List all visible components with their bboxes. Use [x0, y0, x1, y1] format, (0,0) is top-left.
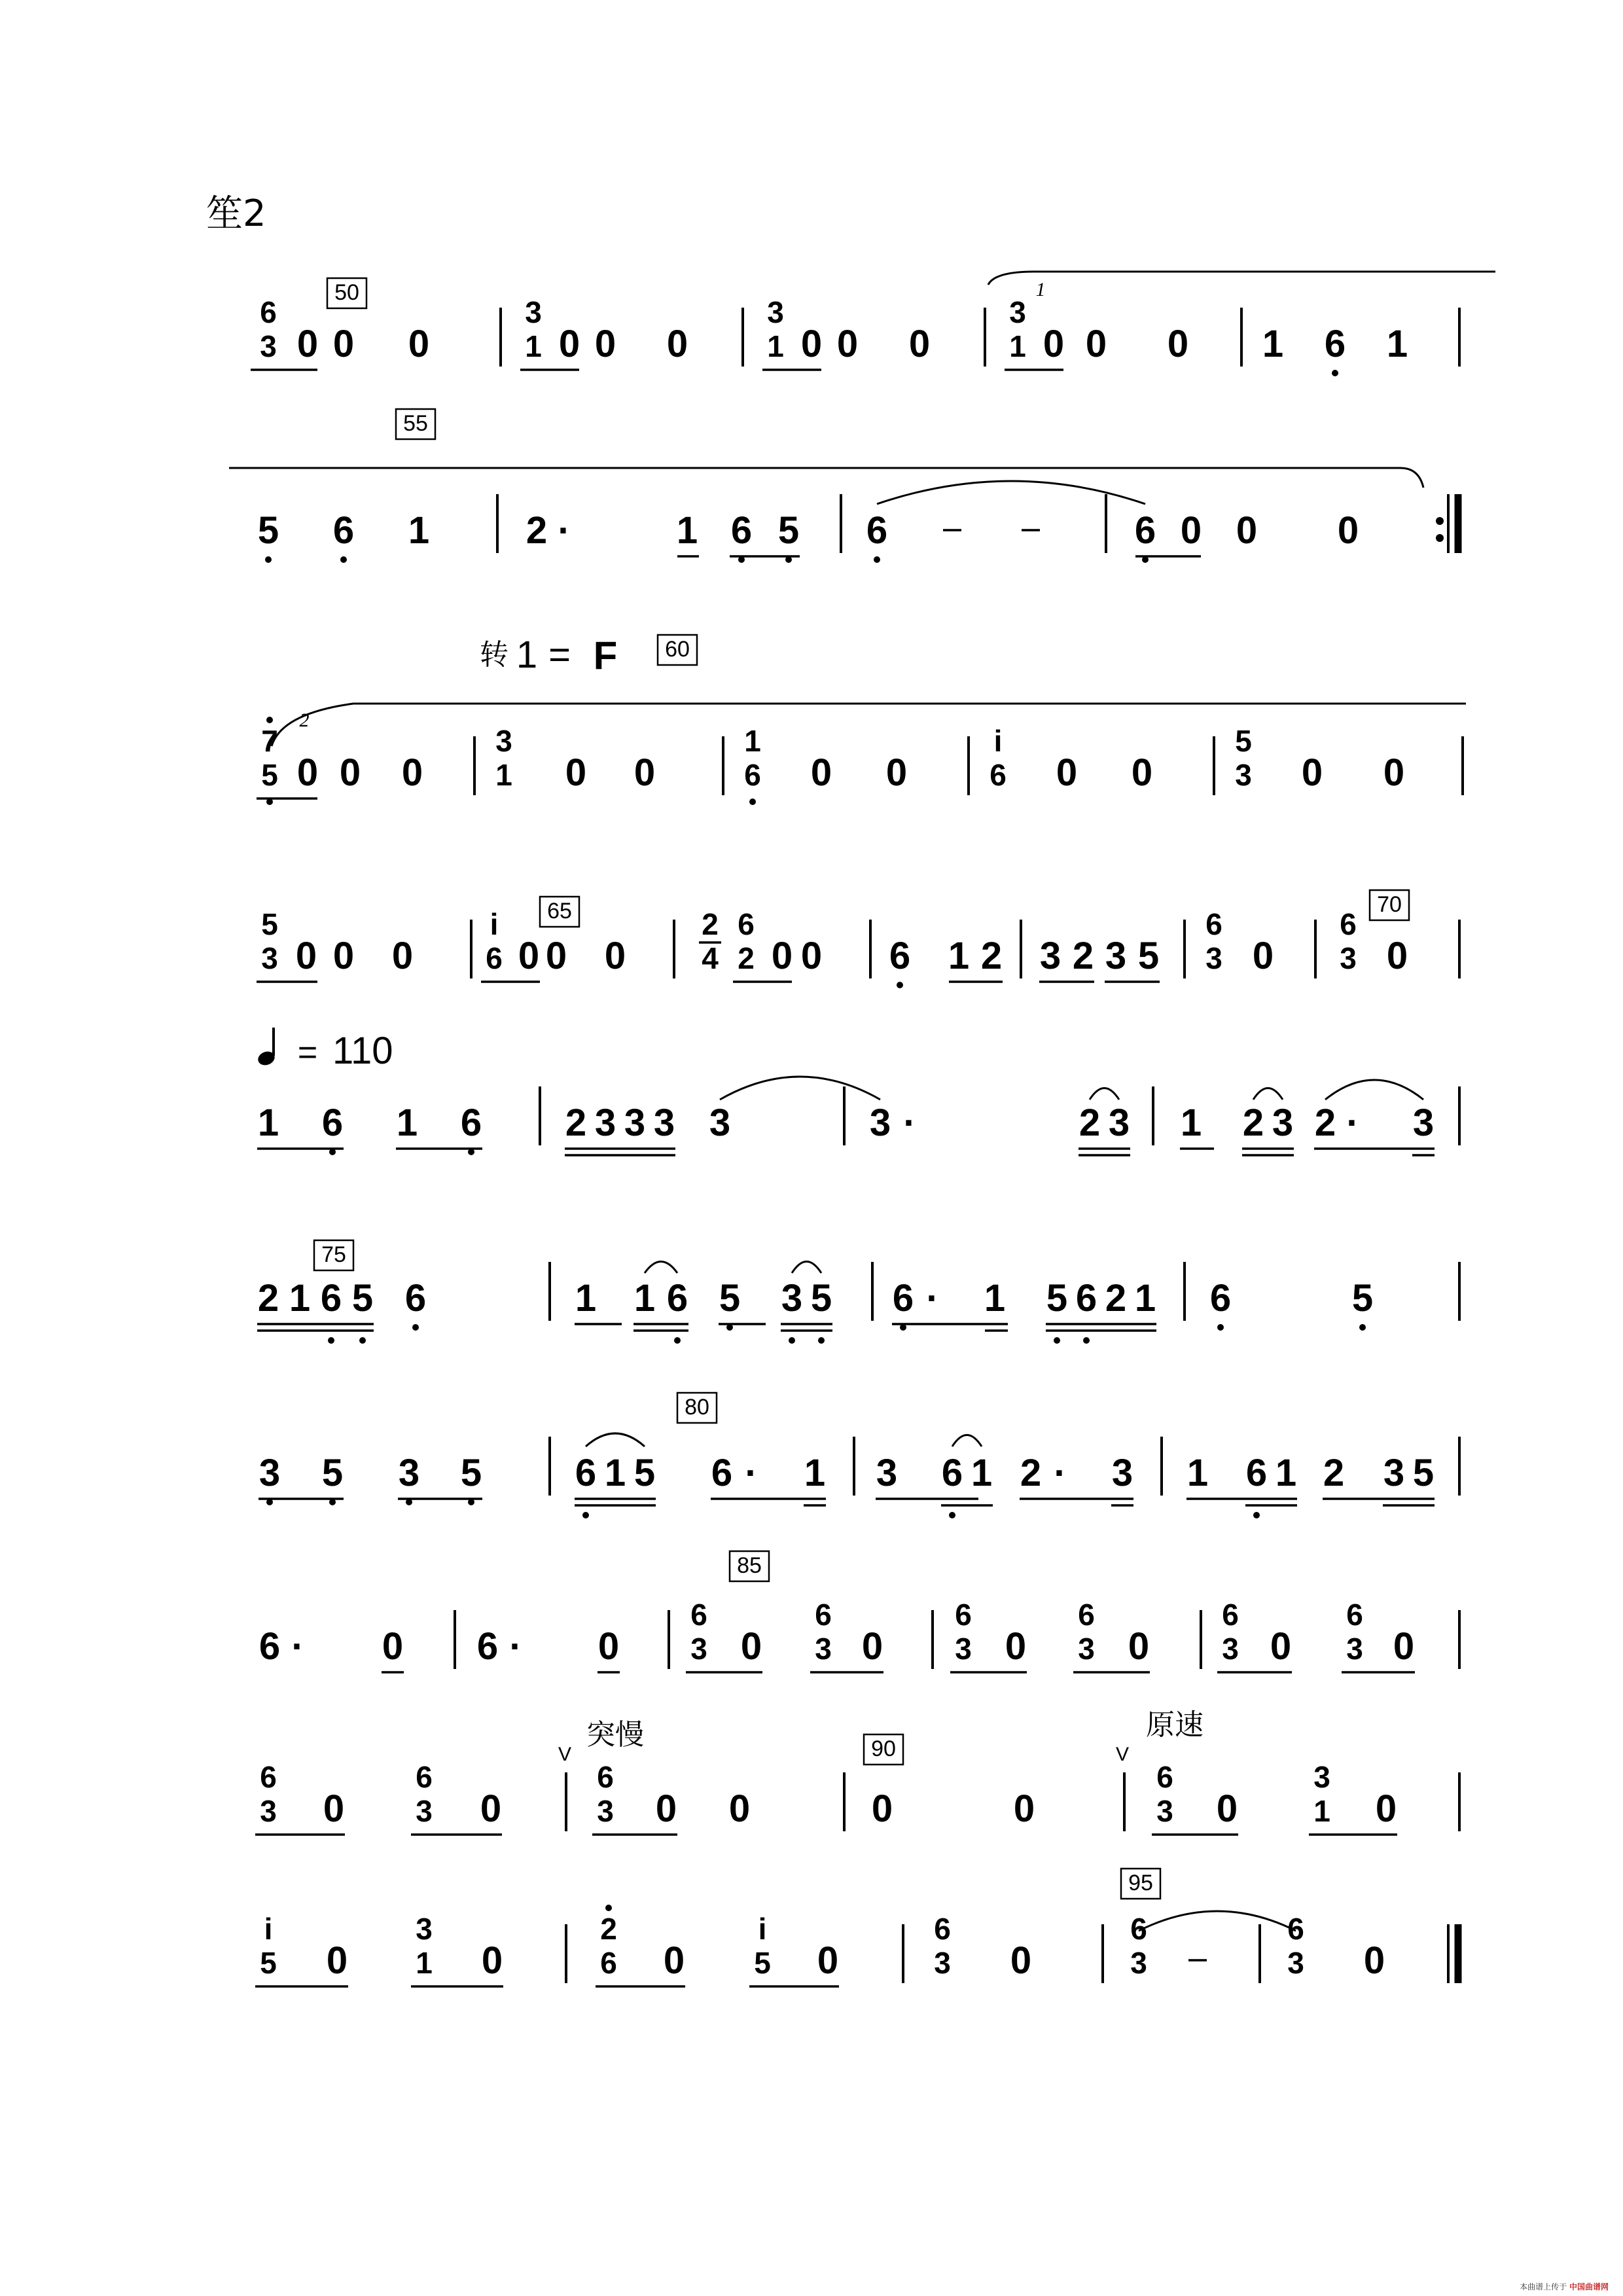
chord-note: 3	[1313, 1760, 1330, 1794]
chord-note: 3	[815, 1632, 832, 1666]
note: 0	[408, 323, 430, 365]
chord-note: 6	[990, 758, 1007, 792]
duration-dot: ·	[1054, 1452, 1067, 1494]
tempo-equals: =	[297, 1033, 318, 1071]
note: 2	[1242, 1102, 1264, 1144]
chord-note: 6	[600, 1946, 617, 1980]
note: 1	[984, 1277, 1006, 1319]
note: 0	[663, 1939, 685, 1982]
octave-dot	[265, 556, 272, 563]
ending-number: 1	[1035, 279, 1046, 300]
note: 5	[257, 509, 279, 552]
note: 2	[1072, 935, 1094, 977]
watermark-text: 本曲谱上传于	[1520, 2282, 1569, 2291]
key-change-eq: =	[548, 634, 571, 676]
measure-number: 85	[737, 1553, 762, 1578]
note: 6	[666, 1277, 688, 1319]
chord-note: 3	[955, 1632, 972, 1666]
note: 5	[351, 1277, 374, 1319]
note: 5	[1046, 1277, 1068, 1319]
chord-note: 3	[1340, 941, 1357, 975]
note: 0	[885, 751, 908, 794]
note: 6	[1134, 509, 1156, 552]
slur	[952, 1435, 982, 1447]
note: 0	[323, 1787, 345, 1830]
note: 0	[817, 1939, 839, 1982]
chord-note: 3	[495, 724, 512, 758]
chord-note: 6	[815, 1598, 832, 1632]
chord-note: i	[490, 907, 499, 941]
octave-dot	[340, 556, 347, 563]
note: 0	[861, 1625, 883, 1668]
note: 0	[1236, 509, 1258, 552]
octave-dot	[1359, 1324, 1366, 1331]
chord-note: 1	[767, 329, 784, 363]
note: 2	[257, 1277, 279, 1319]
note: 0	[481, 1939, 503, 1982]
note: 0	[666, 323, 688, 365]
octave-dot	[412, 1324, 419, 1331]
octave-dot	[749, 798, 756, 805]
chord-note: 3	[1130, 1946, 1147, 1980]
note: 3	[1108, 1102, 1130, 1144]
note: 0	[1010, 1939, 1032, 1982]
note: 3	[653, 1102, 675, 1144]
chord-note: 6	[597, 1760, 614, 1794]
chord-note: 2	[738, 941, 755, 975]
note: 1	[633, 1277, 656, 1319]
chord-note: i	[264, 1912, 273, 1946]
note: 0	[518, 935, 540, 977]
chord-note: 4	[702, 941, 719, 975]
note: 3	[709, 1102, 731, 1144]
octave-dot	[1054, 1337, 1060, 1344]
note: 0	[633, 751, 656, 794]
duration-dot: ·	[558, 509, 571, 552]
note: 0	[545, 935, 567, 977]
note: 5	[719, 1277, 741, 1319]
note: 5	[810, 1277, 832, 1319]
note: 0	[871, 1787, 893, 1830]
note: 0	[1167, 323, 1189, 365]
key-change-key: F	[593, 634, 618, 677]
chord-note: 5	[261, 758, 278, 792]
note: 0	[1216, 1787, 1238, 1830]
chord-note: 3	[416, 1794, 433, 1828]
note: 0	[800, 323, 823, 365]
chord-note: 7	[261, 724, 278, 758]
note: 1	[408, 509, 430, 552]
expression-sudden-slow: 突慢	[586, 1718, 644, 1751]
note: 0	[339, 751, 361, 794]
chord-note: 3	[416, 1912, 433, 1946]
note: 0	[480, 1787, 502, 1830]
note: 2	[565, 1102, 587, 1144]
note: 0	[1363, 1939, 1385, 1982]
octave-dot	[266, 717, 273, 723]
note: 0	[1375, 1787, 1397, 1830]
note: 0	[1043, 323, 1065, 365]
chord-note: 1	[1313, 1794, 1330, 1828]
note: 1	[971, 1452, 993, 1494]
note: 2	[1105, 1277, 1127, 1319]
slur	[645, 1262, 677, 1274]
note: 2	[1079, 1102, 1101, 1144]
measure-number: 65	[547, 899, 572, 924]
note: 6	[1245, 1452, 1268, 1494]
chord-note: 5	[261, 907, 278, 941]
chord-note: 6	[934, 1912, 951, 1946]
chord-note: 6	[416, 1760, 433, 1794]
chord-note: 1	[416, 1946, 433, 1980]
chord-note: 6	[738, 907, 755, 941]
note: 6	[332, 509, 355, 552]
note: 5	[321, 1452, 344, 1494]
chord-note: 3	[260, 1794, 277, 1828]
note: 1	[948, 935, 970, 977]
chord-note: 3	[597, 1794, 614, 1828]
note: 0	[1013, 1787, 1035, 1830]
note: 6	[320, 1277, 342, 1319]
note: 0	[728, 1787, 751, 1830]
note: 5	[1137, 935, 1160, 977]
chord-note: i	[758, 1912, 767, 1946]
note: 0	[1056, 751, 1078, 794]
note: 6	[321, 1102, 344, 1144]
note: 0	[382, 1625, 404, 1668]
note: 0	[1337, 509, 1359, 552]
note: 5	[1412, 1452, 1435, 1494]
volta-bracket	[988, 272, 1495, 285]
note: 6	[892, 1277, 914, 1319]
chord-note: 3	[525, 295, 542, 329]
note: 1	[1386, 323, 1408, 365]
chord-note: 3	[690, 1632, 707, 1666]
note: 6	[476, 1625, 499, 1668]
watermark-brand: 中国曲谱网	[1569, 2282, 1609, 2291]
repeat-dot	[1436, 534, 1444, 542]
note: 1	[804, 1452, 826, 1494]
chord-note: 3	[767, 295, 784, 329]
note: 0	[836, 323, 859, 365]
note: 0	[296, 323, 319, 365]
chord-note: 6	[1287, 1912, 1304, 1946]
note: 6	[1209, 1277, 1232, 1319]
measure-number: 95	[1128, 1871, 1153, 1895]
chord-note: 6	[1130, 1912, 1147, 1946]
duration-dot: ·	[903, 1102, 916, 1144]
note: 6	[575, 1452, 597, 1494]
note: 6	[711, 1452, 733, 1494]
measure-number: 60	[665, 637, 690, 662]
octave-dot	[1217, 1324, 1224, 1331]
note: 3	[1272, 1102, 1294, 1144]
volta-bracket	[229, 468, 1423, 488]
chord-note: 1	[525, 329, 542, 363]
note: 1	[676, 509, 698, 552]
measure-number: 50	[334, 280, 359, 305]
chord-note: 6	[486, 941, 503, 975]
octave-dot	[328, 1337, 334, 1344]
octave-dot	[674, 1337, 681, 1344]
duration-dot: ·	[1346, 1102, 1359, 1144]
note: 0	[655, 1787, 677, 1830]
measure-number: 70	[1377, 892, 1402, 917]
note: 1	[396, 1102, 418, 1144]
octave-dot	[605, 1905, 612, 1911]
note: 0	[1128, 1625, 1150, 1668]
note: 3	[869, 1102, 891, 1144]
chord-note: 3	[1156, 1794, 1173, 1828]
chord-note: 6	[690, 1598, 707, 1632]
note: 1	[1275, 1452, 1297, 1494]
breath-mark: V	[558, 1744, 572, 1765]
measure-number: 90	[871, 1736, 896, 1761]
note: 0	[1383, 751, 1405, 794]
note: 0	[1301, 751, 1323, 794]
chord-note: 1	[744, 724, 761, 758]
note: 3	[1111, 1452, 1133, 1494]
breath-mark: V	[1115, 1744, 1130, 1765]
chord-note: 2	[702, 907, 719, 941]
note: 6	[460, 1102, 482, 1144]
slur	[792, 1262, 821, 1274]
note: 6	[1324, 323, 1346, 365]
key-change-label: 转	[480, 638, 508, 672]
note: 3	[624, 1102, 646, 1144]
note: 0	[908, 323, 931, 365]
octave-dot	[874, 556, 880, 563]
chord-note: 6	[260, 295, 277, 329]
note: 0	[1005, 1625, 1027, 1668]
note: 0	[332, 323, 355, 365]
duration-dot: ·	[509, 1625, 522, 1668]
chord-note: 6	[1340, 907, 1357, 941]
repeat-dot	[1436, 517, 1444, 525]
duration-dot: ·	[291, 1625, 304, 1668]
slur	[1090, 1088, 1119, 1100]
chord-note: 6	[1078, 1598, 1095, 1632]
note: 3	[1383, 1452, 1405, 1494]
note: 5	[460, 1452, 482, 1494]
score-title: 笙2	[206, 192, 266, 235]
chord-note: 3	[1222, 1632, 1239, 1666]
note: 0	[296, 751, 319, 794]
slur	[720, 1077, 880, 1100]
note: 5	[1351, 1277, 1374, 1319]
note: 0	[1393, 1625, 1415, 1668]
chord-note: 1	[495, 758, 512, 792]
note: 3	[1412, 1102, 1435, 1144]
note: 1	[1180, 1102, 1202, 1144]
octave-dot	[359, 1337, 366, 1344]
note: 0	[326, 1939, 348, 1982]
slur	[1139, 1911, 1296, 1931]
note: 1	[289, 1277, 311, 1319]
chord-note: 3	[261, 941, 278, 975]
chord-note: i	[993, 724, 1003, 758]
note: 3	[259, 1452, 281, 1494]
chord-note: 5	[754, 1946, 771, 1980]
chord-note: 3	[1346, 1632, 1363, 1666]
chord-note: 6	[1156, 1760, 1173, 1794]
chord-note: 6	[744, 758, 761, 792]
ending-number: 2	[299, 709, 310, 731]
octave-dot	[582, 1512, 589, 1518]
duration-dot: ·	[745, 1452, 758, 1494]
note: 2	[526, 509, 548, 552]
chord-note: 3	[1287, 1946, 1304, 1980]
note: 2	[1314, 1102, 1336, 1144]
note: 6	[1075, 1277, 1097, 1319]
chord-note: 5	[1235, 724, 1252, 758]
note: 3	[594, 1102, 616, 1144]
note: 1	[257, 1102, 279, 1144]
slur	[1253, 1088, 1283, 1100]
note: 3	[398, 1452, 420, 1494]
note: 3	[1039, 935, 1061, 977]
volta-bracket	[272, 704, 1466, 746]
note: 0	[332, 935, 355, 977]
note: 0	[565, 751, 587, 794]
note: 1	[1186, 1452, 1209, 1494]
chord-note: 6	[1222, 1598, 1239, 1632]
note: 3	[781, 1277, 803, 1319]
note: 1	[1262, 323, 1284, 365]
octave-dot	[1332, 370, 1338, 376]
measure-number: 80	[685, 1395, 709, 1420]
note: 0	[558, 323, 580, 365]
measure-number: 75	[321, 1242, 346, 1267]
chord-note: 3	[934, 1946, 951, 1980]
chord-note: 3	[1078, 1632, 1095, 1666]
octave-dot	[897, 982, 903, 988]
note: 6	[404, 1277, 427, 1319]
chord-note: 3	[1009, 295, 1026, 329]
note: 6	[941, 1452, 963, 1494]
note: 0	[604, 935, 626, 977]
note: 0	[1386, 935, 1408, 977]
note: 0	[597, 1625, 620, 1668]
note: 1	[604, 1452, 626, 1494]
note: 3	[876, 1452, 898, 1494]
slur	[586, 1433, 645, 1446]
chord-note: 6	[260, 1760, 277, 1794]
octave-dot	[1083, 1337, 1090, 1344]
note: 0	[1085, 323, 1107, 365]
measure-number: 55	[403, 411, 428, 436]
note: 5	[633, 1452, 656, 1494]
chord-note: 3	[1205, 941, 1222, 975]
note: 0	[1131, 751, 1153, 794]
expression-a-tempo: 原速	[1146, 1708, 1204, 1742]
note: 6	[259, 1625, 281, 1668]
slur	[1325, 1080, 1423, 1100]
note: 0	[1180, 509, 1202, 552]
note: 1	[1134, 1277, 1156, 1319]
octave-dot	[949, 1512, 955, 1518]
chord-note: 6	[1205, 907, 1222, 941]
note: 0	[295, 935, 317, 977]
note: 0	[771, 935, 793, 977]
note: 2	[1323, 1452, 1345, 1494]
note: 0	[1270, 1625, 1292, 1668]
note: 5	[777, 509, 800, 552]
note: 6	[889, 935, 911, 977]
chord-note: 6	[1346, 1598, 1363, 1632]
octave-dot	[818, 1337, 825, 1344]
note: 2	[1020, 1452, 1042, 1494]
tempo-value: 110	[332, 1030, 393, 1072]
chord-note: 3	[260, 329, 277, 363]
chord-note: 2	[600, 1912, 617, 1946]
note: 3	[1105, 935, 1127, 977]
note: 0	[800, 935, 823, 977]
note: 2	[980, 935, 1003, 977]
note: 6	[730, 509, 753, 552]
chord-note: 5	[260, 1946, 277, 1980]
chord-note: 3	[1235, 758, 1252, 792]
octave-dot	[789, 1337, 795, 1344]
key-change-one: 1	[516, 634, 538, 676]
chord-note: 6	[955, 1598, 972, 1632]
chord-note: 1	[1009, 329, 1026, 363]
note: 0	[391, 935, 414, 977]
note: 1	[575, 1277, 597, 1319]
duration-dot: ·	[926, 1277, 939, 1319]
note: 0	[401, 751, 423, 794]
note: 6	[866, 509, 888, 552]
note: 0	[1252, 935, 1274, 977]
note: 0	[810, 751, 832, 794]
source-watermark	[1520, 2281, 1609, 2292]
octave-dot	[1253, 1512, 1260, 1518]
note: 0	[740, 1625, 762, 1668]
note: 0	[594, 323, 616, 365]
